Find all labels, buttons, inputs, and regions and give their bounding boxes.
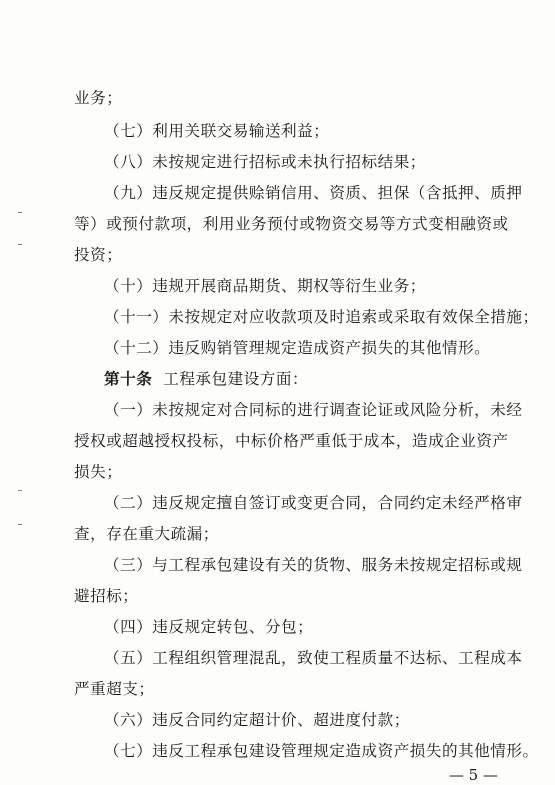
text-line: 投资； xyxy=(74,246,123,264)
text-line: （十）违规开展商品期货、期权等衍生业务； xyxy=(104,277,426,295)
margin-mark xyxy=(18,244,22,245)
text-line: 损失； xyxy=(74,463,123,481)
text-line: （九）违反规定提供赊销信用、资质、担保（含抵押、质押 xyxy=(104,184,523,202)
margin-mark xyxy=(18,524,22,525)
text-line: （七）违反工程承包建设管理规定造成资产损失的其他情形。 xyxy=(104,742,539,760)
text-line: 业务； xyxy=(74,89,123,107)
text-line: （三）与工程承包建设有关的货物、服务未按规定招标或规 xyxy=(104,556,523,574)
text-line: （四）违反规定转包、分包； xyxy=(104,618,314,636)
text-line: （一）未按规定对合同标的进行调查论证或风险分析，未经 xyxy=(104,401,523,419)
text-line: （十二）违反购销管理规定造成资产损失的其他情形。 xyxy=(104,339,491,357)
article-text: 工程承包建设方面： xyxy=(163,370,309,388)
margin-mark xyxy=(18,212,22,213)
text-line: （二）违反规定擅自签订或变更合同，合同约定未经严格审 xyxy=(104,494,523,512)
text-line: （八）未按规定进行招标或未执行招标结果； xyxy=(104,153,426,171)
text-line: （七）利用关联交易输送利益； xyxy=(104,122,330,140)
text-line: 等）或预付款项，利用业务预付或物资交易等方式变相融资或 xyxy=(74,215,509,233)
text-line: 授权或超越授权投标，中标价格严重低于成本，造成企业资产 xyxy=(74,432,509,450)
page-number: — 5 — xyxy=(448,766,498,784)
text-line: （十一）未按规定对应收款项及时追索或采取有效保全措施； xyxy=(104,308,539,326)
text-line: （五）工程组织管理混乱，致使工程质量不达标、工程成本 xyxy=(104,649,523,667)
text-line: （六）违反合同约定超计价、超进度付款； xyxy=(104,711,410,729)
article-heading xyxy=(104,369,490,389)
text-line: 严重超支； xyxy=(74,680,155,698)
text-line: 避招标； xyxy=(74,587,139,605)
text-line: 查，存在重大疏漏； xyxy=(74,525,219,543)
margin-mark xyxy=(18,490,22,491)
article-number: 第十条 xyxy=(104,369,153,388)
